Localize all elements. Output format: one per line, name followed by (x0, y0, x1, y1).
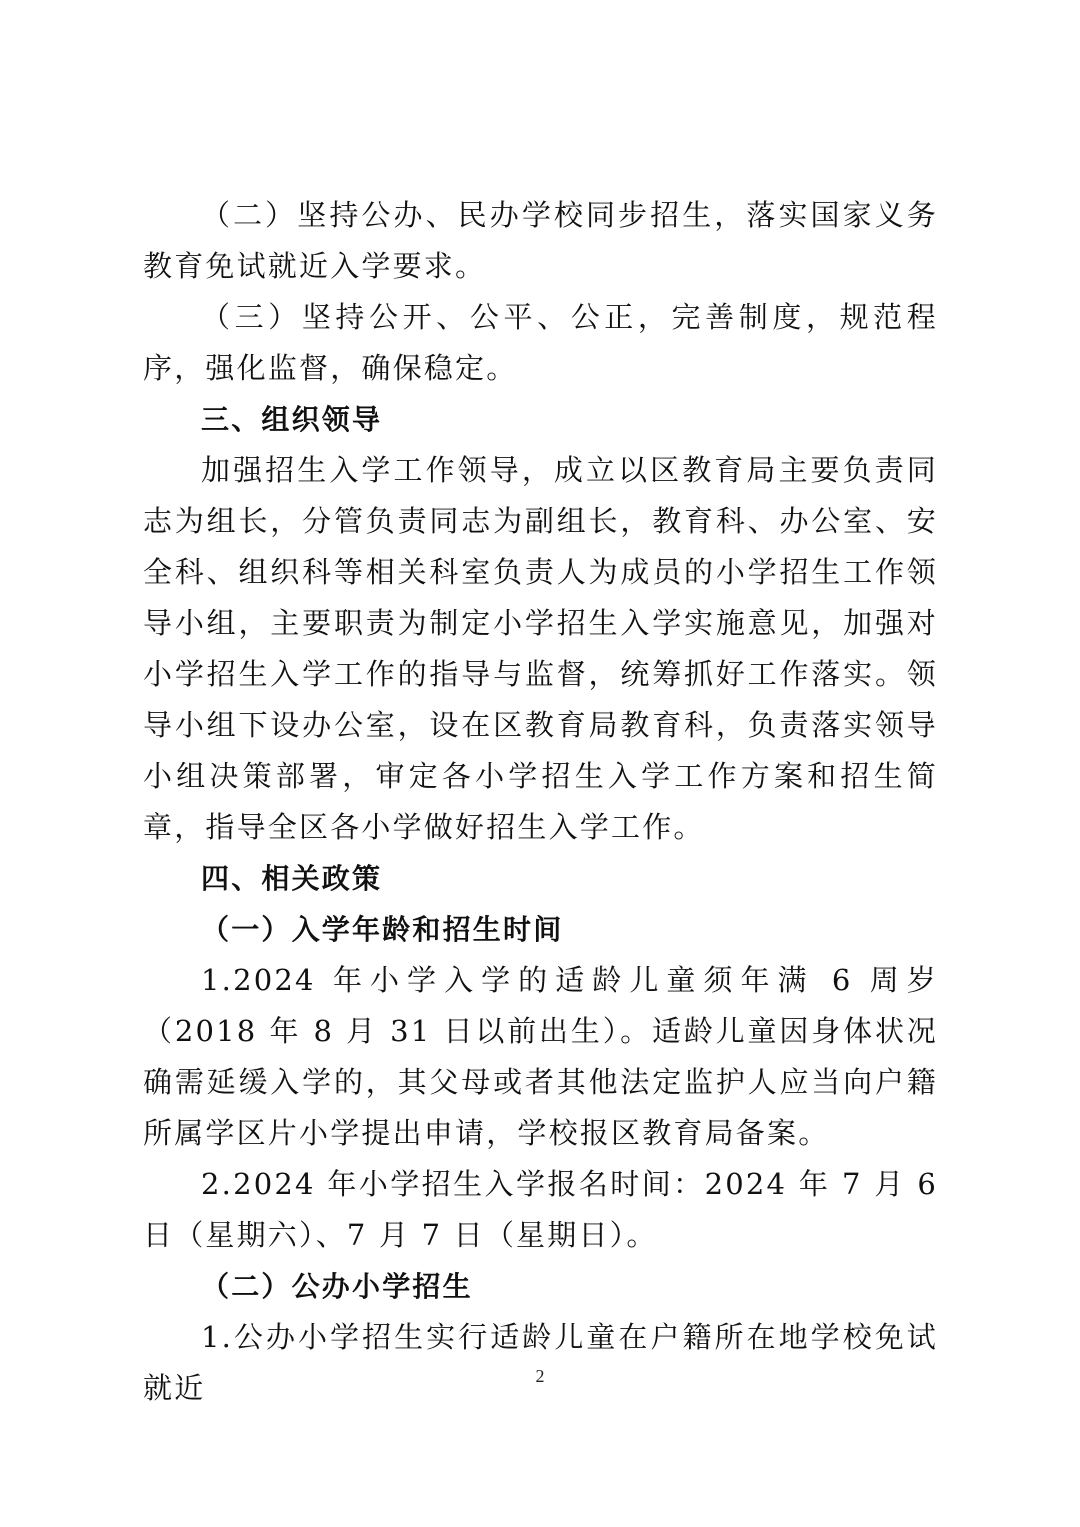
section-heading-organization: 三、组织领导 (201, 403, 383, 436)
document-body (143, 190, 938, 1414)
subheading-age-and-time: （一）入学年龄和招生时间 (201, 913, 564, 946)
paragraph-registration-time: 2.2024 年小学招生入学报名时间：2024 年 7 月 6 日（星期六）、7 月 7 日（星期日）。 (143, 1167, 938, 1252)
page-number: 2 (535, 1366, 545, 1386)
section-heading-policies: 四、相关政策 (201, 862, 383, 895)
paragraph-public-school: 1.公办小学招生实行适龄儿童在户籍所在地学校免试就近 (143, 1320, 938, 1405)
paragraph-principle-2: （二）坚持公办、民办学校同步招生，落实国家义务教育免试就近入学要求。 (143, 198, 938, 283)
paragraph-organization: 加强招生入学工作领导，成立以区教育局主要负责同志为组长，分管负责同志为副组长，教育科、办公室、安全科、组织科等相关科室负责人为成员的小学招生工作领导小组，主要职责为制定小学招生入学实施意见，加强对小学招生入学工作的指导与监督，统筹抓好工作落实。领导小组下设办公室，设在区教育局教育科，负责落实领导小组决策部署，审定各小学招生入学工作方案和招生简章，指导全区各小学做好招生入学工作。 (143, 453, 938, 844)
subheading-public-school: （二）公办小学招生 (201, 1270, 473, 1303)
paragraph-principle-3: （三）坚持公开、公平、公正，完善制度，规范程序，强化监督，确保稳定。 (143, 300, 938, 385)
paragraph-age: 1.2024 年小学入学的适龄儿童须年满 6 周岁（2018 年 8 月 31 日以前出生）。适龄儿童因身体状况确需延缓入学的，其父母或者其他法定监护人应当向户籍所属学区片小学提出申请，学校报区教育局备案。 (143, 963, 938, 1150)
